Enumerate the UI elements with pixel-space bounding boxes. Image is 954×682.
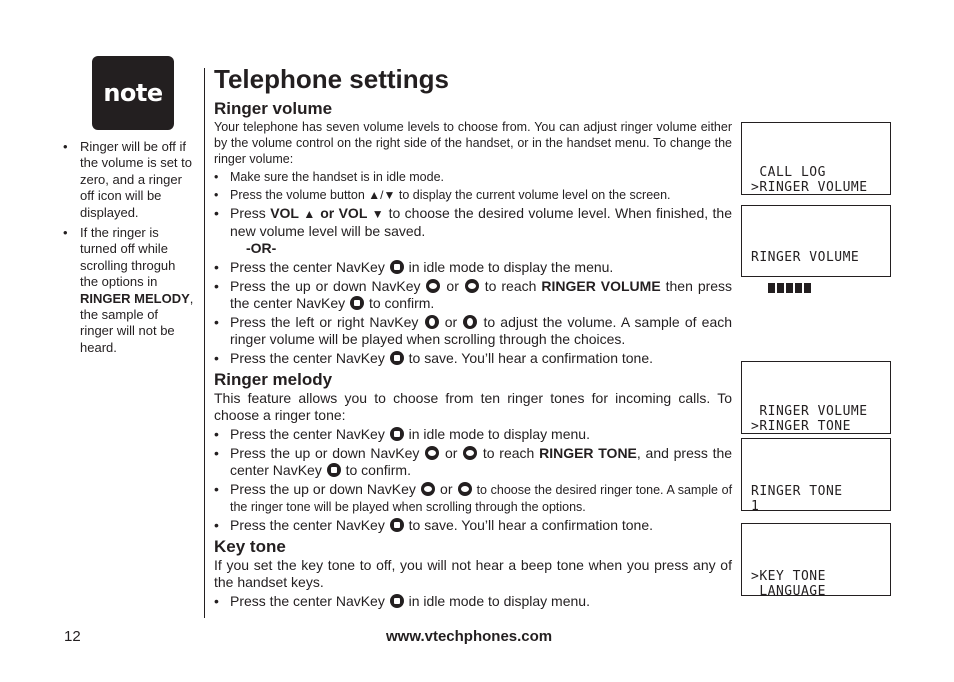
lcd-screen-volume: RINGER VOLUME [741, 205, 891, 277]
list-item: • Press the up or down NavKey or to reach RINGER TONE, and press the center NavKey to confirm. [214, 445, 732, 479]
center-navkey-icon [327, 463, 341, 477]
volume-up-down-icon: ▲/▼ [368, 188, 396, 202]
sidebar-notes [62, 139, 194, 360]
key-tone-heading: Key tone [214, 537, 286, 556]
page-number: 12 [64, 628, 81, 645]
lcd-screen-menu: CALL LOG >RINGER VOLUME [741, 122, 891, 195]
down-arrow-icon: ▼ [371, 207, 385, 221]
center-navkey-icon [390, 594, 404, 608]
list-item: • Press the center NavKey in idle mode to display menu. [214, 593, 732, 610]
ringer-volume-heading: Ringer volume [214, 99, 333, 118]
volume-level-bars [768, 282, 813, 292]
left-navkey-icon [425, 315, 439, 329]
main-content [214, 98, 732, 612]
key-tone-intro: If you set the key tone to off, you will not hear a beep tone when you press any of the handset keys. [214, 557, 732, 590]
up-navkey-icon [426, 279, 440, 293]
list-item: • Press the center NavKey in idle mode to display menu. [214, 426, 732, 443]
center-navkey-icon [390, 260, 404, 274]
sidebar-note: • Ringer will be off if the volume is set to zero, and a ringer off icon will be displayed. [62, 139, 194, 221]
list-item: • Press the center NavKey to save. You’ll hear a confirmation tone. [214, 517, 732, 534]
lcd-screen-key-tone: >KEY TONE LANGUAGE [741, 523, 891, 596]
center-navkey-icon [350, 296, 364, 310]
ringer-melody-heading: Ringer melody [214, 370, 333, 389]
list-item: • Press the volume button ▲/▼ to display the current volume level on the screen. [214, 187, 732, 203]
ringer-melody-intro: This feature allows you to choose from ten ringer tones for incoming calls. To choose a ringer tone: [214, 390, 732, 423]
list-item: • Press the center NavKey to save. You’ll hear a confirmation tone. [214, 350, 732, 367]
footer-url: www.vtechphones.com [386, 628, 553, 645]
volume-bar [768, 283, 775, 293]
sidebar-note: • If the ringer is turned off while scrolling throguh the options in RINGER MELODY, the sample of ringer will not be heard. [62, 225, 194, 356]
center-navkey-icon [390, 518, 404, 532]
volume-bar [804, 283, 811, 293]
key-tone-steps [214, 593, 732, 610]
list-item: • Press the center NavKey in idle mode to display the menu. [214, 259, 732, 276]
ringer-volume-intro: Your telephone has seven volume levels to choose from. You can adjust ringer volume either by the volume control on the right side of the handset, or in the handset menu. To change the ringer volume: [214, 120, 732, 166]
list-item: • Press VOL ▲ or VOL ▼ to choose the desired volume level. When finished, the new volume level will be saved. -OR- [214, 205, 732, 257]
down-navkey-icon [463, 446, 477, 460]
list-item: • Press the up or down NavKey or to reach RINGER VOLUME then press the center NavKey to confirm. [214, 278, 732, 312]
ringer-melody-steps [214, 426, 732, 534]
right-navkey-icon [463, 315, 477, 329]
ringer-volume-steps [214, 169, 732, 367]
up-navkey-icon [425, 446, 439, 460]
divider [204, 68, 205, 618]
list-item: • Press the up or down NavKey or to choose the desired ringer tone. A sample of the ringer tone will be played when scrolling through the options. [214, 481, 732, 515]
volume-bar [795, 283, 802, 293]
list-item: • Press the left or right NavKey or to adjust the volume. A sample of each ringer volume will be played when scrolling through the choices. [214, 314, 732, 348]
volume-bar [777, 283, 784, 293]
down-navkey-icon [458, 482, 472, 496]
volume-bar [786, 283, 793, 293]
page-title: Telephone settings [214, 64, 449, 94]
list-item: • Make sure the handset is in idle mode. [214, 169, 732, 185]
lcd-screen-ringer-tone-menu: RINGER VOLUME >RINGER TONE [741, 361, 891, 434]
up-navkey-icon [421, 482, 435, 496]
or-separator: -OR- [246, 240, 277, 256]
up-arrow-icon: ▲ [303, 207, 316, 221]
lcd-screen-ringer-tone: RINGER TONE 1 [741, 438, 891, 511]
down-navkey-icon [465, 279, 479, 293]
center-navkey-icon [390, 427, 404, 441]
center-navkey-icon [390, 351, 404, 365]
note-badge: note [92, 56, 174, 130]
